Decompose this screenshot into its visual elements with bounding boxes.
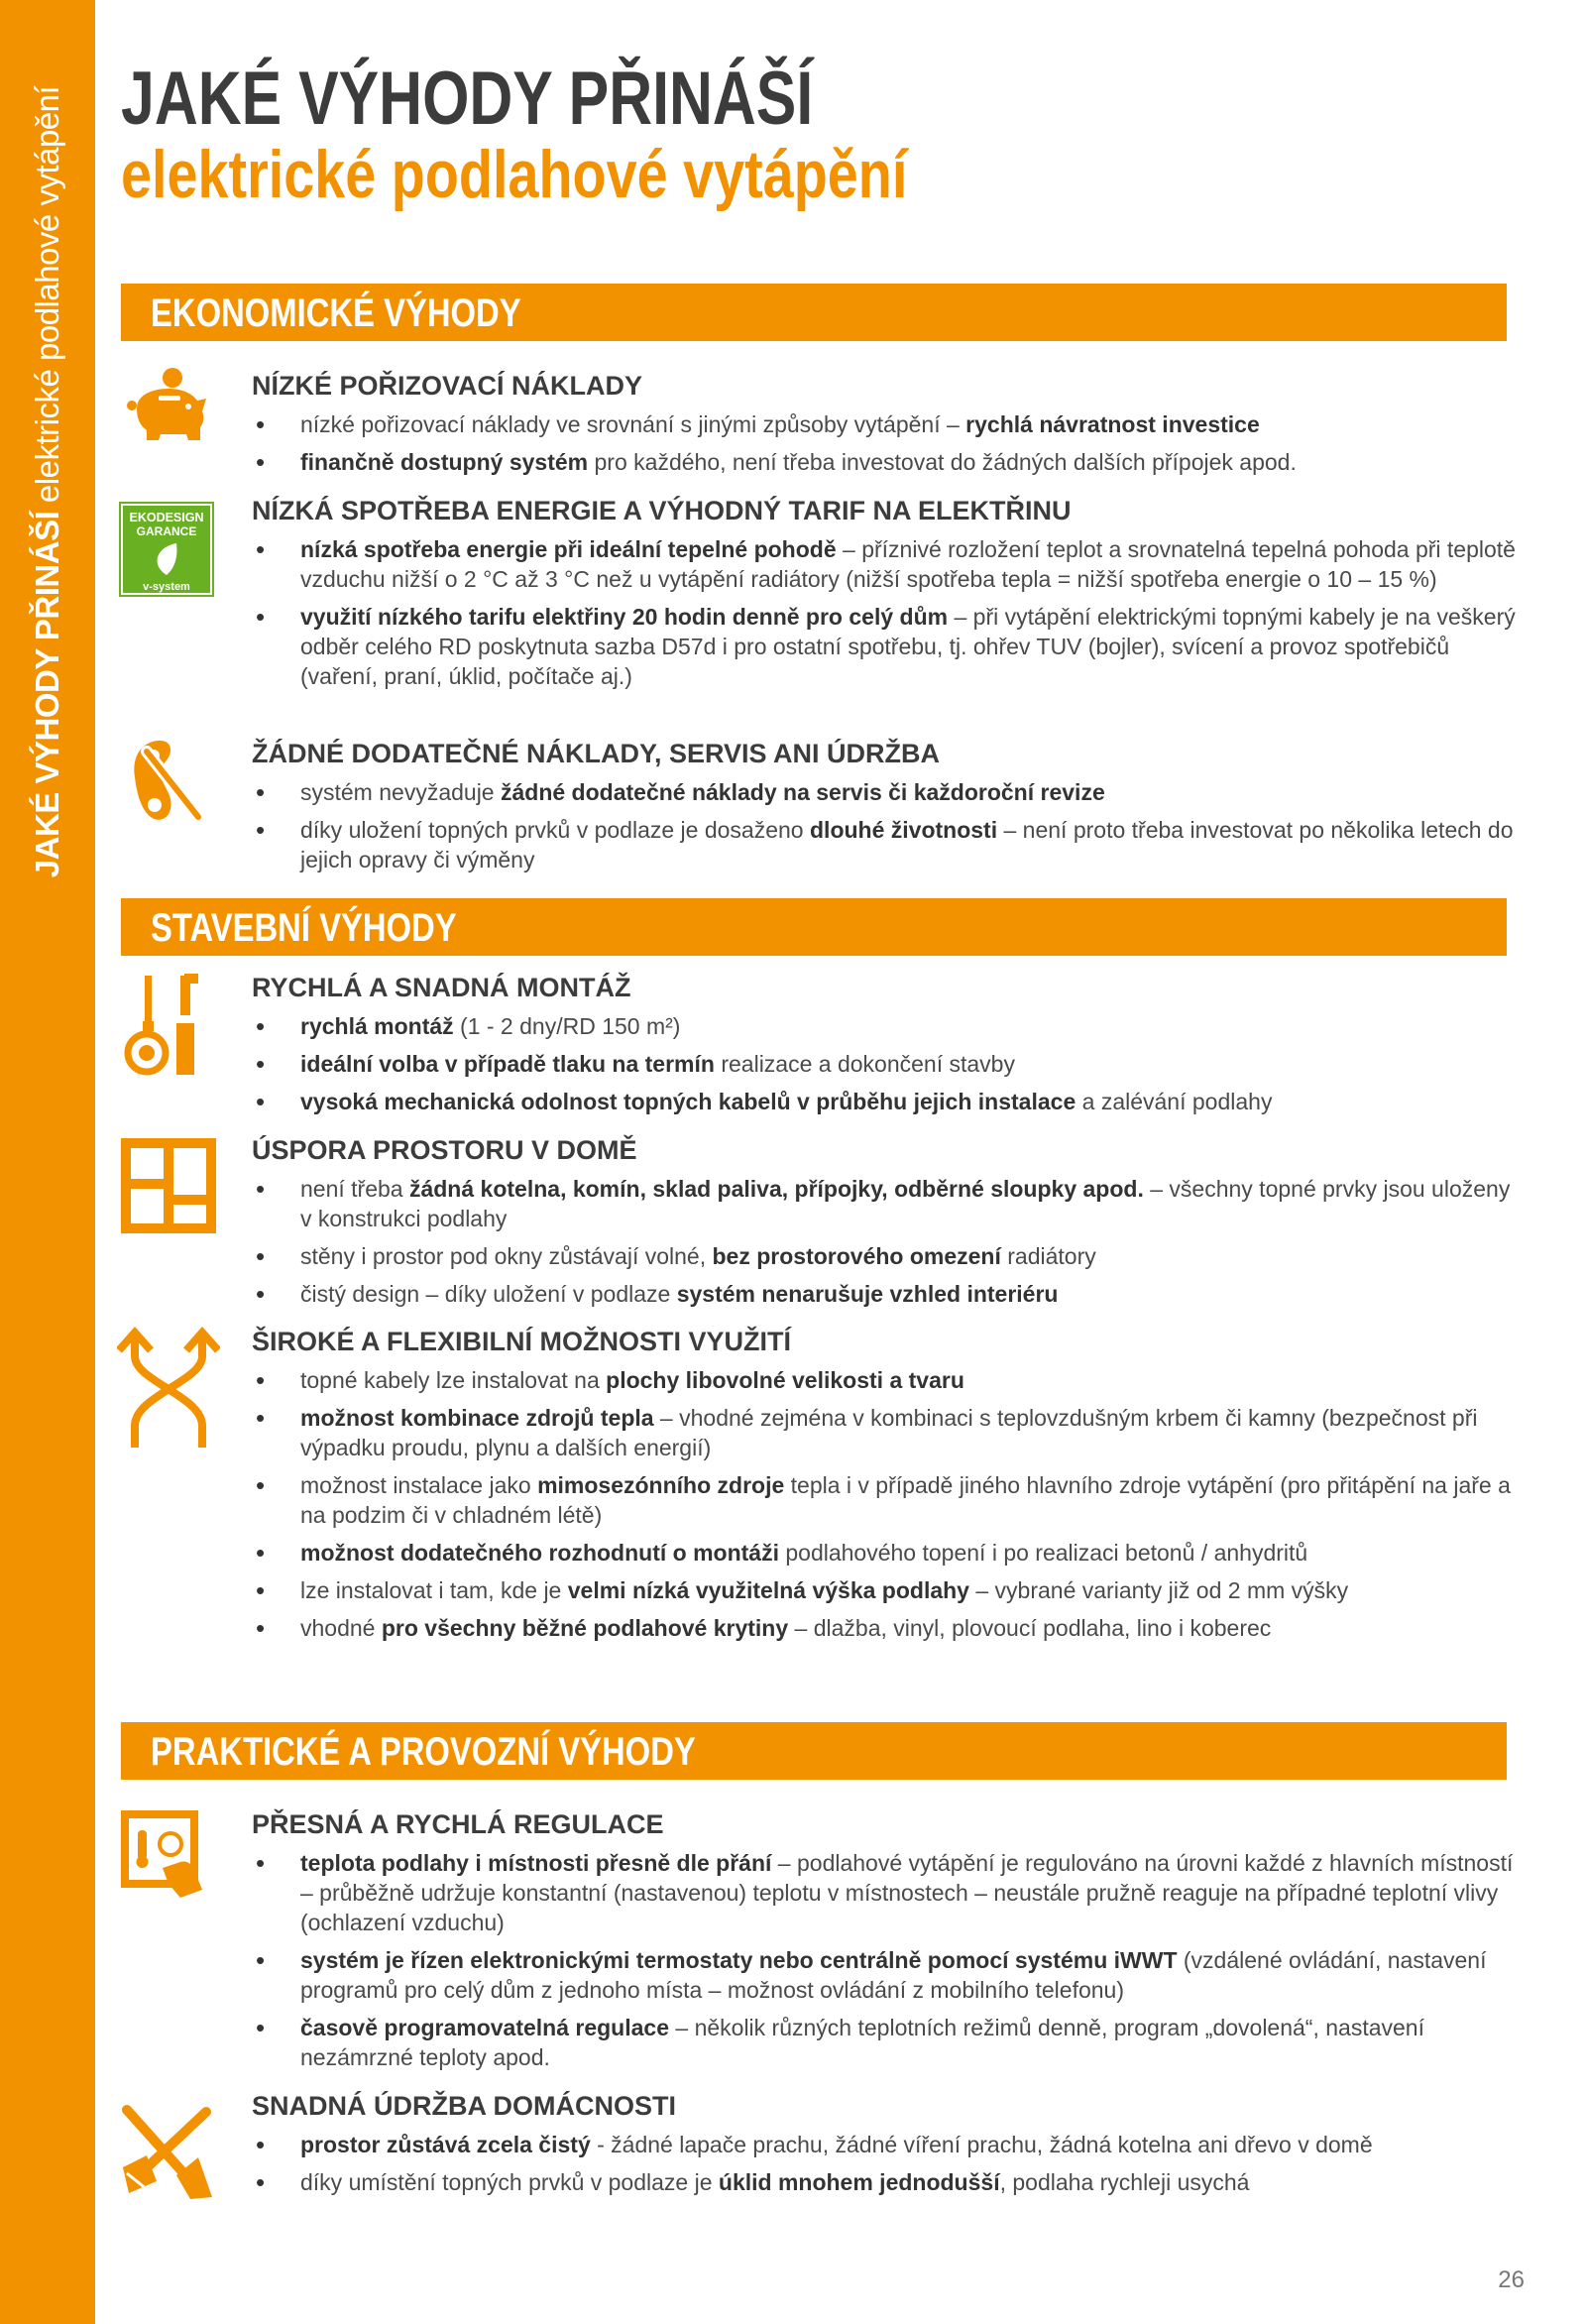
group-no-extra-costs <box>252 736 1516 882</box>
bullet-list <box>252 1848 1516 2072</box>
bullet-text: , podlaha rychleji usychá <box>999 2169 1250 2195</box>
bullet-text: není třeba <box>300 1176 409 1202</box>
bullet-text: díky uložení topných prvků v podlaze je dosaženo <box>300 817 810 843</box>
group-title: RYCHLÁ A SNADNÁ MONTÁŽ <box>252 973 631 1002</box>
bullet-emphasis: systém je řízen elektronickými termostaty nebo centrálně pomocí systému iWWT <box>300 1947 1178 1973</box>
bullet-emphasis: teplota podlahy i místnosti přesně dle přání <box>300 1850 772 1876</box>
bullet-item <box>252 2013 1516 2072</box>
sidebar-band <box>0 0 95 2324</box>
bullet-emphasis: systém nenarušuje vzhled interiéru <box>676 1281 1059 1307</box>
bullet-emphasis: možnost kombinace zdrojů tepla <box>300 1405 654 1431</box>
bullet-emphasis: bez prostorového omezení <box>712 1243 1001 1269</box>
bullet-text: stěny i prostor pod okny zůstávají volné, <box>300 1243 713 1269</box>
section-heading: EKONOMICKÉ VÝHODY <box>151 291 521 335</box>
bullet-emphasis: nízká spotřeba energie při ideální tepelné pohodě <box>300 536 837 562</box>
bullet-text: pro každého, není třeba investovat do žádných dalších přípojek apod. <box>588 449 1297 475</box>
bullet-item <box>252 777 1516 807</box>
group-fast-installation <box>252 970 1516 1124</box>
bullet-item <box>252 1470 1516 1530</box>
bullet-list <box>252 1011 1516 1116</box>
bullet-text: čistý design – díky uložení v podlaze <box>300 1281 677 1307</box>
bullet-emphasis: vysoká mechanická odolnost topných kabelů v průběhu jejich instalace <box>300 1089 1076 1114</box>
bullet-item <box>252 1945 1516 2005</box>
section-heading: STAVEBNÍ VÝHODY <box>151 906 457 950</box>
bullet-text: díky umístění topných prvků v podlaze je <box>300 2169 719 2195</box>
bullet-text: radiátory <box>1000 1243 1096 1269</box>
bullet-text: – vhodné zejména v kombinaci s teplovzdušným krbem či kamny (bezpečnost při výpadku proudu, plynu a dalších energií) <box>300 1405 1478 1460</box>
bullet-text: – při vytápění elektrickými topnými kabely je na veškerý odběr celého RD poskytnuta sazba D57d i pro ostatní spotřebu, tj. ohřev TUV (bojler), svícení a provoz spotřebičů (vaření, praní, úklid, počítače aj.) <box>300 604 1516 689</box>
bullet-emphasis: prostor zůstává zcela čistý <box>300 2132 591 2157</box>
bullet-item <box>252 1087 1516 1116</box>
bullet-item <box>252 1538 1516 1568</box>
bullet-text: tepla i v případě jiného hlavního zdroje vytápění (pro přitápění na jaře a na podzim či v chladném létě) <box>300 1472 1511 1528</box>
bullet-text: topné kabely lze instalovat na <box>300 1367 607 1393</box>
group-title: ŽÁDNÉ DODATEČNÉ NÁKLADY, SERVIS ANI ÚDRŽBA <box>252 739 941 768</box>
group-easy-maintenance <box>252 2088 1516 2205</box>
badge-line1: EKODESIGN <box>129 511 204 524</box>
no-service-icon <box>127 736 206 827</box>
bullet-item <box>252 815 1516 874</box>
bullet-list <box>252 2130 1516 2197</box>
badge-line2: GARANCE <box>136 524 197 538</box>
bullet-item <box>252 447 1516 477</box>
bullet-emphasis: ideální volba v případě tlaku na termín <box>300 1051 715 1077</box>
bullet-emphasis: úklid mnohem jednodušší <box>718 2169 1000 2195</box>
bullet-emphasis: žádné dodatečné náklady na servis či každoroční revize <box>500 779 1105 805</box>
group-title: NÍZKÉ POŘIZOVACÍ NÁKLADY <box>252 371 643 401</box>
bullet-item <box>252 534 1516 594</box>
bullet-list <box>252 1174 1516 1309</box>
bullet-emphasis: mimosezónního zdroje <box>537 1472 785 1498</box>
bullet-emphasis: velmi nízká využitelná výška podlahy <box>567 1577 969 1603</box>
bullet-text: – několik různých teplotních režimů denně, program „dovolená“, nastavení nezámrzné teploty apod. <box>300 2015 1424 2070</box>
page-number: 26 <box>1498 2266 1525 2293</box>
bullet-text: – příznivé rozložení teplot a srovnatelná tepelná pohoda při teplotě vzduchu nižší o 2 °C až 3 °C než u vytápění radiátory (nižší spotřeba tepla = nižší spotřeba energie o 10 – 15 %) <box>300 536 1516 592</box>
bullet-list <box>252 777 1516 874</box>
bullet-text: vhodné <box>300 1615 382 1641</box>
bullet-text: (vzdálené ovládání, nastavení programů pro celý dům z jednoho místa – možnost ovládání z mobilního telefonu) <box>300 1947 1487 2003</box>
cleaning-tools-icon <box>117 2102 216 2201</box>
group-title: ŠIROKÉ A FLEXIBILNÍ MOŽNOSTI VYUŽITÍ <box>252 1327 792 1356</box>
bullet-text: – všechny topné prvky jsou uloženy v konstrukci podlahy <box>300 1176 1511 1231</box>
tools-icon <box>121 974 204 1077</box>
bullet-item <box>252 1403 1516 1462</box>
bullet-list <box>252 1365 1516 1643</box>
group-flexible-use <box>252 1324 1516 1651</box>
sidebar-caption-bold: JAKÉ VÝHODY PŘINÁŠÍ <box>29 511 65 878</box>
bullet-item <box>252 1613 1516 1643</box>
group-title: NÍZKÁ SPOTŘEBA ENERGIE A VÝHODNÝ TARIF NA ELEKTŘINU <box>252 496 1072 525</box>
section-bar-construction <box>121 898 1507 956</box>
bullet-emphasis: dlouhé životnosti <box>810 817 998 843</box>
badge-line3: v-system <box>143 581 190 593</box>
section-heading: PRAKTICKÉ A PROVOZNÍ VÝHODY <box>151 1730 696 1774</box>
bullet-text: možnost instalace jako <box>300 1472 538 1498</box>
group-precise-regulation <box>252 1806 1516 2080</box>
bullet-emphasis: žádná kotelna, komín, sklad paliva, přípojky, odběrné sloupky apod. <box>408 1176 1144 1202</box>
sidebar-caption <box>29 86 66 877</box>
bullet-emphasis: rychlá montáž <box>300 1013 454 1039</box>
bullet-text: a zalévání podlahy <box>1076 1089 1273 1114</box>
bullet-item <box>252 1241 1516 1271</box>
bullet-text: systém nevyžaduje <box>300 779 501 805</box>
page-title: JAKÉ VÝHODY PŘINÁŠÍ <box>121 57 814 141</box>
bullet-list <box>252 534 1516 691</box>
bullet-text: – není proto třeba investovat po několika letech do jejich opravy či výměny <box>300 817 1514 872</box>
group-space-saving <box>252 1132 1516 1317</box>
bullet-item <box>252 409 1516 439</box>
bullet-text: realizace a dokončení stavby <box>714 1051 1015 1077</box>
bullet-item <box>252 1174 1516 1233</box>
page-subtitle: elektrické podlahové vytápění <box>121 137 908 212</box>
bullet-item <box>252 1575 1516 1605</box>
group-title: PŘESNÁ A RYCHLÁ REGULACE <box>252 1809 664 1839</box>
floor-plan-icon <box>121 1138 216 1233</box>
group-low-purchase-cost <box>252 368 1516 485</box>
bullet-item <box>252 1848 1516 1937</box>
bullet-text: nízké pořizovací náklady ve srovnání s jinými způsoby vytápění – <box>300 411 966 437</box>
bullet-emphasis: pro všechny běžné podlahové krytiny <box>381 1615 789 1641</box>
bullet-text: (1 - 2 dny/RD 150 m²) <box>453 1013 681 1039</box>
bullet-emphasis: plochy libovolné velikosti a tvaru <box>606 1367 964 1393</box>
thermostat-touch-icon <box>121 1810 208 1900</box>
section-bar-economic <box>121 284 1507 341</box>
piggy-bank-icon <box>123 365 212 454</box>
bullet-item <box>252 1011 1516 1041</box>
bullet-item <box>252 2130 1516 2159</box>
bullet-emphasis: možnost dodatečného rozhodnutí o montáži <box>300 1540 779 1566</box>
flexible-arrows-icon <box>117 1327 220 1450</box>
sidebar-caption-light: elektrické podlahové vytápění <box>29 85 65 504</box>
bullet-item <box>252 2167 1516 2197</box>
bullet-emphasis: časově programovatelná regulace <box>300 2015 669 2040</box>
bullet-text: – podlahové vytápění je regulováno na úrovni každé z hlavních místností – průběžně udržuje konstantní (nastavenou) teplotu v místnostech – neustále pružně reaguje na případné teplotní vlivy (ochlazení vzduchu) <box>300 1850 1514 1935</box>
bullet-text: - žádné lapače prachu, žádné víření prachu, žádná kotelna ani dřevo v domě <box>590 2132 1373 2157</box>
bullet-list <box>252 409 1516 477</box>
bullet-item <box>252 602 1516 691</box>
group-low-energy-consumption <box>252 493 1516 699</box>
bullet-text: – dlažba, vinyl, plovoucí podlaha, lino i koberec <box>788 1615 1272 1641</box>
bullet-item <box>252 1279 1516 1309</box>
ekodesign-badge-icon <box>119 502 214 597</box>
bullet-emphasis: využití nízkého tarifu elektřiny 20 hodin denně pro celý dům <box>300 604 949 630</box>
bullet-item <box>252 1049 1516 1079</box>
bullet-emphasis: finančně dostupný systém <box>300 449 589 475</box>
bullet-text: – vybrané varianty již od 2 mm výšky <box>968 1577 1349 1603</box>
section-bar-practical <box>121 1722 1507 1780</box>
group-title: SNADNÁ ÚDRŽBA DOMÁCNOSTI <box>252 2091 676 2121</box>
bullet-emphasis: rychlá návratnost investice <box>965 411 1260 437</box>
bullet-text: lze instalovat i tam, kde je <box>300 1577 568 1603</box>
bullet-item <box>252 1365 1516 1395</box>
bullet-text: podlahového topení i po realizaci betonů / anhydritů <box>778 1540 1308 1566</box>
group-title: ÚSPORA PROSTORU V DOMĚ <box>252 1135 637 1165</box>
